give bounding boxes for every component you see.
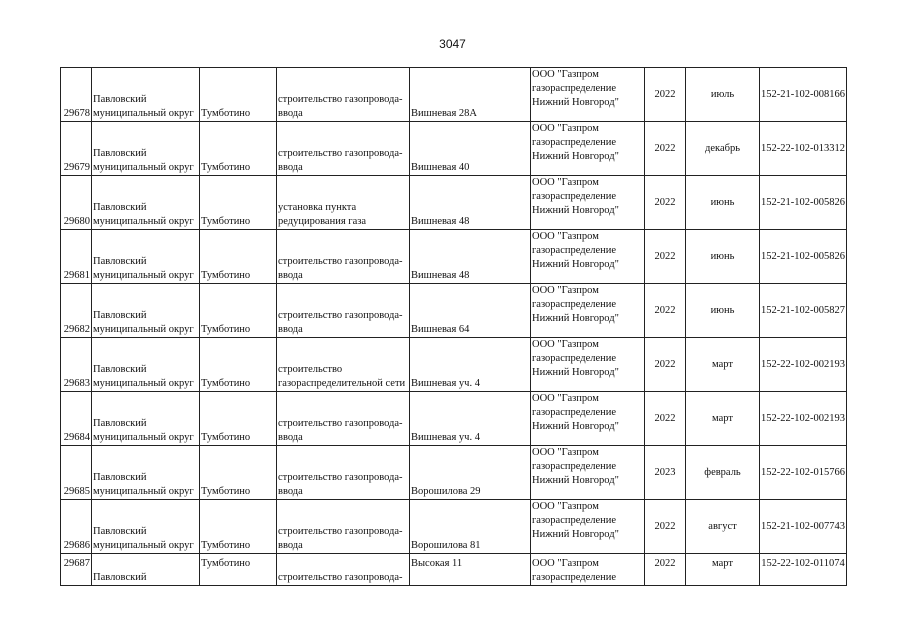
organization-cell (531, 68, 645, 122)
work-type-cell-line: газораспределительной сети (278, 378, 406, 389)
settlement-cell: Тумботино (200, 68, 277, 122)
year-cell: 2022 (645, 176, 686, 230)
row-number-cell: 29687 (61, 554, 92, 586)
row-number-cell: 29682 (61, 284, 92, 338)
work-type-cell-line: редуцирования газа (278, 216, 367, 227)
organization-cell-line: ООО "Газпром (532, 285, 599, 296)
code-cell: 152-21-102-005827 (760, 284, 847, 338)
address-cell: Вишневая 28А (410, 68, 531, 122)
district-cell (92, 500, 200, 554)
address-cell: Высокая 11 (410, 554, 531, 586)
organization-cell-line: ООО "Газпром (532, 69, 599, 80)
organization-cell-line: ООО "Газпром (532, 177, 599, 188)
work-type-cell-line: ввода (278, 486, 303, 497)
work-type-cell-line: ввода (278, 270, 303, 281)
district-cell-line: Павловский (93, 310, 147, 321)
work-type-cell-line: строительство газопровода- (278, 256, 403, 267)
month-cell: март (686, 554, 760, 586)
work-type-cell (277, 554, 410, 586)
organization-cell (531, 122, 645, 176)
work-type-cell-line: установка пункта (278, 202, 357, 213)
district-cell (92, 284, 200, 338)
year-cell: 2023 (645, 446, 686, 500)
address-cell: Вишневая 40 (410, 122, 531, 176)
organization-cell-line: Нижний Новгород" (532, 259, 619, 270)
month-cell: август (686, 500, 760, 554)
organization-cell (531, 176, 645, 230)
organization-cell-line: Нижний Новгород" (532, 367, 619, 378)
year-cell: 2022 (645, 554, 686, 586)
settlement-cell: Тумботино (200, 176, 277, 230)
code-cell: 152-21-102-005826 (760, 230, 847, 284)
district-cell (92, 554, 200, 586)
district-cell-line: муниципальный округ (93, 270, 194, 281)
year-cell: 2022 (645, 230, 686, 284)
year-cell: 2022 (645, 338, 686, 392)
work-type-cell (277, 68, 410, 122)
address-cell: Вишневая 48 (410, 230, 531, 284)
settlement-cell: Тумботино (200, 338, 277, 392)
district-cell (92, 176, 200, 230)
code-cell: 152-21-102-008166 (760, 68, 847, 122)
work-type-cell-line: ввода (278, 540, 303, 551)
code-cell: 152-22-102-002193 (760, 338, 847, 392)
work-type-cell-line: строительство газопровода- (278, 148, 403, 159)
organization-cell-line: газораспределение (532, 137, 617, 148)
organization-cell-line: ООО "Газпром (532, 231, 599, 242)
work-type-cell-line: ввода (278, 432, 303, 443)
organization-cell (531, 284, 645, 338)
district-cell (92, 230, 200, 284)
organization-cell (531, 392, 645, 446)
organization-cell-line: Нижний Новгород" (532, 421, 619, 432)
district-cell-line: Павловский (93, 472, 147, 483)
organization-cell (531, 554, 645, 586)
organization-cell-line: газораспределение (532, 83, 617, 94)
district-cell-line: Павловский (93, 202, 147, 213)
work-type-cell-line: строительство газопровода- (278, 526, 403, 537)
district-cell-line: Павловский (93, 526, 147, 537)
table-row (61, 230, 847, 284)
table-row (61, 446, 847, 500)
organization-cell-line: Нижний Новгород" (532, 151, 619, 162)
organization-cell (531, 500, 645, 554)
organization-cell-line: газораспределение (532, 353, 617, 364)
table-row (61, 176, 847, 230)
code-cell: 152-22-102-011074 (760, 554, 847, 586)
month-cell: июль (686, 68, 760, 122)
district-cell (92, 68, 200, 122)
work-type-cell (277, 446, 410, 500)
address-cell: Вишневая 48 (410, 176, 531, 230)
work-type-cell-line: ввода (278, 108, 303, 119)
district-cell (92, 122, 200, 176)
district-cell-line: муниципальный округ (93, 162, 194, 173)
work-type-cell-line: строительство газопровода- (278, 572, 403, 583)
month-cell: июнь (686, 230, 760, 284)
row-number-cell: 29681 (61, 230, 92, 284)
work-type-cell-line: строительство газопровода- (278, 310, 403, 321)
organization-cell-line: Нижний Новгород" (532, 475, 619, 486)
row-number-cell: 29679 (61, 122, 92, 176)
organization-cell-line: газораспределение (532, 572, 617, 583)
row-number-cell: 29684 (61, 392, 92, 446)
organization-cell-line: газораспределение (532, 407, 617, 418)
organization-cell-line: ООО "Газпром (532, 339, 599, 350)
district-cell (92, 392, 200, 446)
work-type-cell (277, 230, 410, 284)
district-cell-line: Павловский (93, 148, 147, 159)
organization-cell (531, 230, 645, 284)
table-row (61, 392, 847, 446)
organization-cell-line: газораспределение (532, 245, 617, 256)
year-cell: 2022 (645, 122, 686, 176)
work-type-cell (277, 392, 410, 446)
district-cell-line: муниципальный округ (93, 324, 194, 335)
district-cell (92, 446, 200, 500)
settlement-cell: Тумботино (200, 554, 277, 586)
work-type-cell-line: ввода (278, 324, 303, 335)
work-type-cell-line: строительство газопровода- (278, 472, 403, 483)
row-number-cell: 29678 (61, 68, 92, 122)
month-cell: февраль (686, 446, 760, 500)
district-cell-line: Павловский (93, 418, 147, 429)
settlement-cell: Тумботино (200, 284, 277, 338)
address-cell: Ворошилова 81 (410, 500, 531, 554)
organization-cell-line: ООО "Газпром (532, 501, 599, 512)
organization-cell-line: Нижний Новгород" (532, 529, 619, 540)
organization-cell-line: ООО "Газпром (532, 447, 599, 458)
organization-cell-line: газораспределение (532, 191, 617, 202)
district-cell-line: Павловский (93, 94, 147, 105)
month-cell: март (686, 338, 760, 392)
district-cell-line: муниципальный округ (93, 378, 194, 389)
address-cell: Вишневая 64 (410, 284, 531, 338)
table-row (61, 338, 847, 392)
work-type-cell-line: строительство (278, 364, 343, 375)
work-type-cell (277, 500, 410, 554)
organization-cell (531, 446, 645, 500)
settlement-cell: Тумботино (200, 500, 277, 554)
organization-cell-line: Нижний Новгород" (532, 313, 619, 324)
organization-cell-line: газораспределение (532, 461, 617, 472)
table-row (61, 122, 847, 176)
district-cell-line: Павловский (93, 572, 147, 583)
row-number-cell: 29686 (61, 500, 92, 554)
district-cell-line: муниципальный округ (93, 432, 194, 443)
code-cell: 152-21-102-005826 (760, 176, 847, 230)
code-cell: 152-22-102-013312 (760, 122, 847, 176)
organization-cell-line: ООО "Газпром (532, 558, 599, 569)
year-cell: 2022 (645, 68, 686, 122)
year-cell: 2022 (645, 500, 686, 554)
page-number: 3047 (439, 37, 466, 51)
district-cell (92, 338, 200, 392)
work-type-cell (277, 176, 410, 230)
work-type-cell (277, 284, 410, 338)
organization-cell-line: газораспределение (532, 515, 617, 526)
settlement-cell: Тумботино (200, 446, 277, 500)
table-body (61, 68, 847, 586)
month-cell: декабрь (686, 122, 760, 176)
work-type-cell-line: ввода (278, 162, 303, 173)
settlement-cell: Тумботино (200, 392, 277, 446)
district-cell-line: муниципальный округ (93, 216, 194, 227)
work-type-cell-line: строительство газопровода- (278, 418, 403, 429)
organization-cell-line: Нижний Новгород" (532, 205, 619, 216)
district-cell-line: муниципальный округ (93, 108, 194, 119)
address-cell: Вишневая уч. 4 (410, 338, 531, 392)
table-row (61, 68, 847, 122)
table-row (61, 500, 847, 554)
table-row (61, 554, 847, 586)
district-cell-line: Павловский (93, 364, 147, 375)
row-number-cell: 29680 (61, 176, 92, 230)
district-cell-line: Павловский (93, 256, 147, 267)
settlement-cell: Тумботино (200, 230, 277, 284)
month-cell: июнь (686, 284, 760, 338)
address-cell: Ворошилова 29 (410, 446, 531, 500)
work-type-cell (277, 338, 410, 392)
work-type-cell (277, 122, 410, 176)
month-cell: март (686, 392, 760, 446)
table-row (61, 284, 847, 338)
organization-cell-line: ООО "Газпром (532, 123, 599, 134)
month-cell: июнь (686, 176, 760, 230)
row-number-cell: 29683 (61, 338, 92, 392)
settlement-cell: Тумботино (200, 122, 277, 176)
organization-cell-line: Нижний Новгород" (532, 97, 619, 108)
gasification-table (60, 67, 847, 586)
organization-cell-line: ООО "Газпром (532, 393, 599, 404)
code-cell: 152-22-102-015766 (760, 446, 847, 500)
code-cell: 152-21-102-007743 (760, 500, 847, 554)
district-cell-line: муниципальный округ (93, 486, 194, 497)
year-cell: 2022 (645, 284, 686, 338)
year-cell: 2022 (645, 392, 686, 446)
address-cell: Вишневая уч. 4 (410, 392, 531, 446)
row-number-cell: 29685 (61, 446, 92, 500)
organization-cell-line: газораспределение (532, 299, 617, 310)
district-cell-line: муниципальный округ (93, 540, 194, 551)
work-type-cell-line: строительство газопровода- (278, 94, 403, 105)
code-cell: 152-22-102-002193 (760, 392, 847, 446)
organization-cell (531, 338, 645, 392)
